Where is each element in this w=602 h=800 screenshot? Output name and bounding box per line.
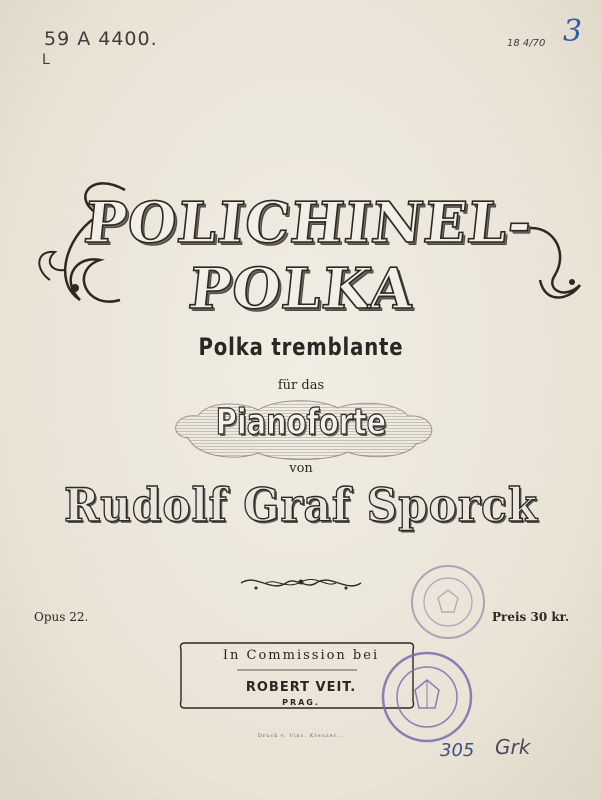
blue-pencil-number: 3 <box>563 14 583 49</box>
for-the-label: für das <box>277 378 325 393</box>
catalog-prefix: L <box>42 52 50 68</box>
divider-ornament-icon <box>236 568 366 598</box>
instrument: Pianoforte <box>215 402 387 443</box>
opus-number: Opus 22. <box>34 610 89 624</box>
catalog-number: 59 A 4400. <box>44 28 158 50</box>
by-label: von <box>289 461 313 476</box>
title-block <box>30 160 580 320</box>
commission-text: In Commission bei <box>222 648 380 663</box>
handwritten-number: 305 <box>440 740 475 761</box>
library-stamp-purple-icon <box>380 650 474 744</box>
price: Preis 30 kr. <box>492 610 570 624</box>
publisher-name: ROBERT VEIT. <box>245 680 357 695</box>
subtitle: Polka tremblante <box>198 333 404 361</box>
handwritten-initials: Grk <box>495 735 531 759</box>
year-note: 18 4/70 <box>507 38 546 49</box>
publisher-city: PRAG. <box>282 698 320 707</box>
composer-name: Rudolf Graf Sporck <box>64 478 538 532</box>
library-stamp-gray-icon <box>408 562 488 642</box>
main-title: POLICHINEL-POLKA <box>81 190 536 322</box>
printer-credit: Druck v. Vinc. Kreuzer... <box>257 733 345 739</box>
